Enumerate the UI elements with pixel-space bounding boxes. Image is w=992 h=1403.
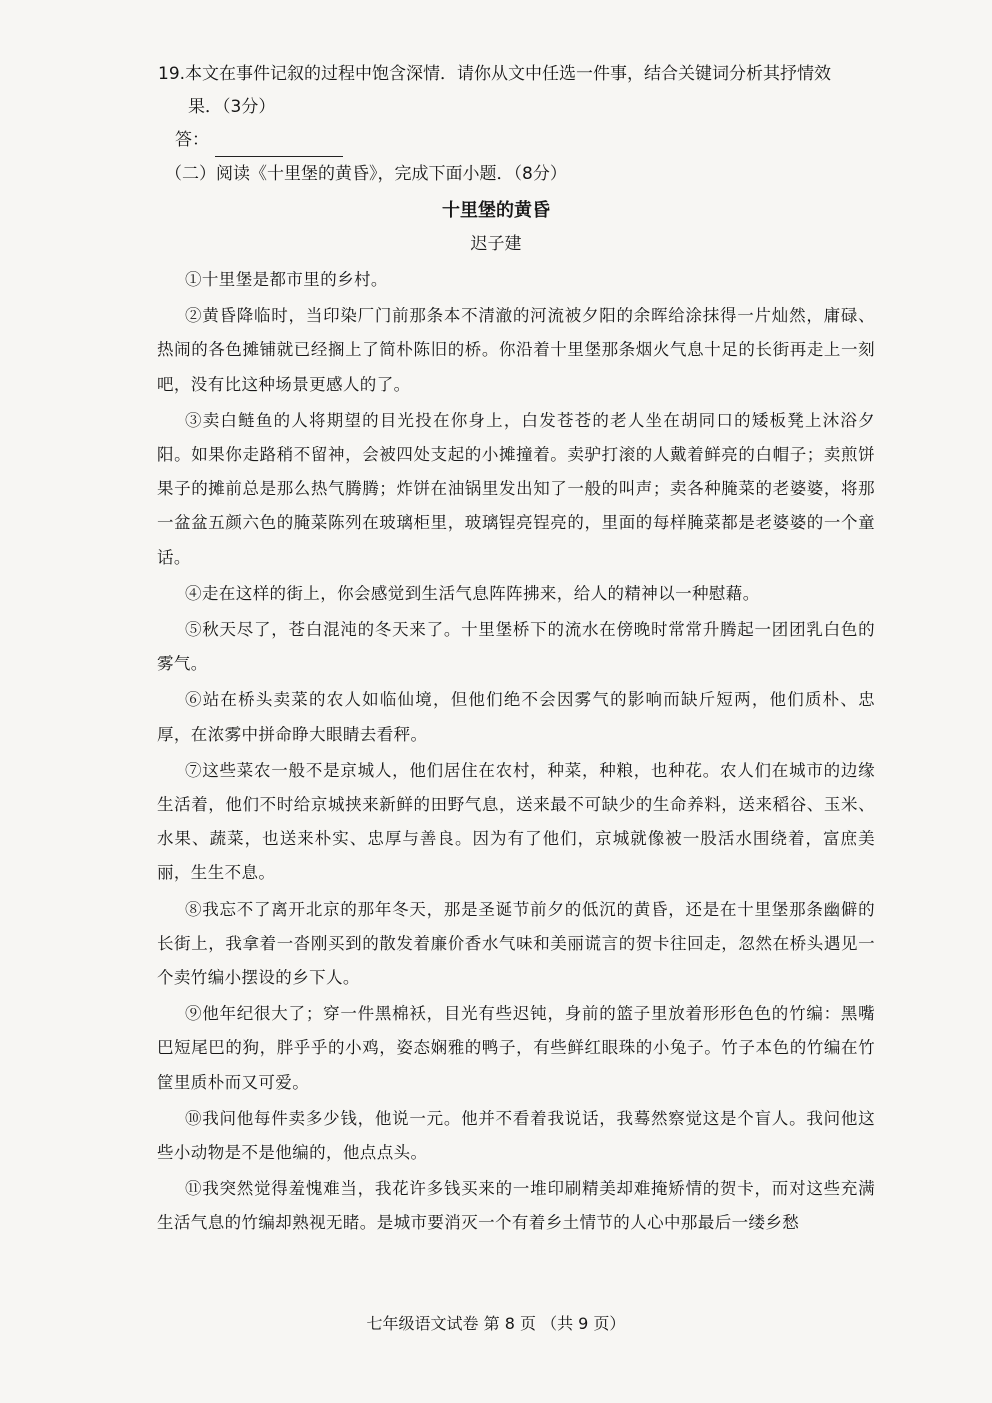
question-19-line-2: 果．（3分） bbox=[188, 97, 276, 117]
paragraph-6: ⑥站在桥头卖菜的农人如临仙境，但他们绝不会因雾气的影响而缺斤短两，他们质朴、忠厚，在浓雾中拼命睁大眼睛去看秤。 bbox=[157, 690, 875, 744]
paragraph-5: ⑤秋天尽了，苍白混沌的冬天来了。十里堡桥下的流水在傍晚时常常升腾起一团团乳白色的雾气。 bbox=[157, 620, 875, 674]
article-author: 迟子建 bbox=[470, 234, 522, 254]
paragraph-8: ⑧我忘不了离开北京的那年冬天，那是圣诞节前夕的低沉的黄昏，还是在十里堡那条幽僻的长街上，我拿着一沓刚买到的散发着廉价香水气味和美丽谎言的贺卡往回走，忽然在桥头遇见一个卖竹编小摆设的乡下人。 bbox=[157, 899, 875, 988]
answer-blank[interactable] bbox=[215, 136, 343, 157]
paragraph-9: ⑨他年纪很大了；穿一件黑棉袄，目光有些迟钝，身前的篮子里放着形形色色的竹编：黑嘴巴短尾巴的狗，胖乎乎的小鸡，姿态娴雅的鸭子，有些鲜红眼珠的小兔子。竹子本色的竹编在竹筐里质朴而又可爱。 bbox=[157, 1004, 875, 1092]
paragraph-11: ⑪我突然觉得羞愧难当，我花许多钱买来的一堆印刷精美却难掩矫情的贺卡，而对这些充满生活气息的竹编却熟视无睹。是城市要消灭一个有着乡土情节的人心中那最后一缕乡愁 bbox=[157, 1179, 875, 1233]
paragraph-7: ⑦这些菜农一般不是京城人，他们居住在农村，种菜，种粮，也种花。农人们在城市的边缘生活着，他们不时给京城挟来新鲜的田野气息，送来最不可缺少的生命养料，送来稻谷、玉米、水果、蔬菜，也送来朴实、忠厚与善良。因为有了他们，京城就像被一股活水围绕着，富庶美丽，生生不息。 bbox=[157, 760, 875, 883]
question-19-line-1: 19.本文在事件记叙的过程中饱含深情．请你从文中任选一件事，结合关键词分析其抒情效 bbox=[158, 64, 832, 84]
answer-label: 答： bbox=[175, 130, 209, 150]
paragraph-4: ④走在这样的街上，你会感觉到生活气息阵阵拂来，给人的精神以一种慰藉。 bbox=[185, 583, 760, 603]
page-footer: 七年级语文试卷 第 8 页 （共 9 页） bbox=[366, 1314, 626, 1333]
paragraph-10: ⑩我问他每件卖多少钱，他说一元。他并不看着我说话，我蓦然察觉这是个盲人。我问他这些小动物是不是他编的，他点点头。 bbox=[157, 1108, 875, 1163]
paragraph-2: ②黄昏降临时，当印染厂门前那条本不清澈的河流被夕阳的余晖给涂抹得一片灿然，庸碌、热闹的各色摊铺就已经搁上了简朴陈旧的桥。你沿着十里堡那条烟火气息十足的长街再走上一刻吧，没有比这种场景更感人的了。 bbox=[157, 306, 875, 394]
paragraph-3: ③卖白鲢鱼的人将期望的目光投在你身上，白发苍苍的老人坐在胡同口的矮板凳上沐浴夕阳。如果你走路稍不留神，会被四处支起的小摊撞着。卖驴打滚的人戴着鲜亮的白帽子；卖煎饼果子的摊前总是那么热气腾腾；炸饼在油锅里发出知了一般的叫声；卖各种腌菜的老婆婆，将那一盆盆五颜六色的腌菜陈列在玻璃柜里，玻璃锃亮锃亮的，里面的每样腌菜都是老婆婆的一个童话。 bbox=[157, 410, 875, 567]
answer-area bbox=[175, 124, 343, 157]
article-body bbox=[157, 263, 875, 1243]
question-19 bbox=[158, 58, 888, 124]
section-heading: （二）阅读《十里堡的黄昏》，完成下面小题．（8分） bbox=[165, 164, 567, 184]
paragraph-1: ①十里堡是都市里的乡村。 bbox=[185, 270, 388, 289]
article-title: 十里堡的黄昏 bbox=[442, 200, 550, 221]
